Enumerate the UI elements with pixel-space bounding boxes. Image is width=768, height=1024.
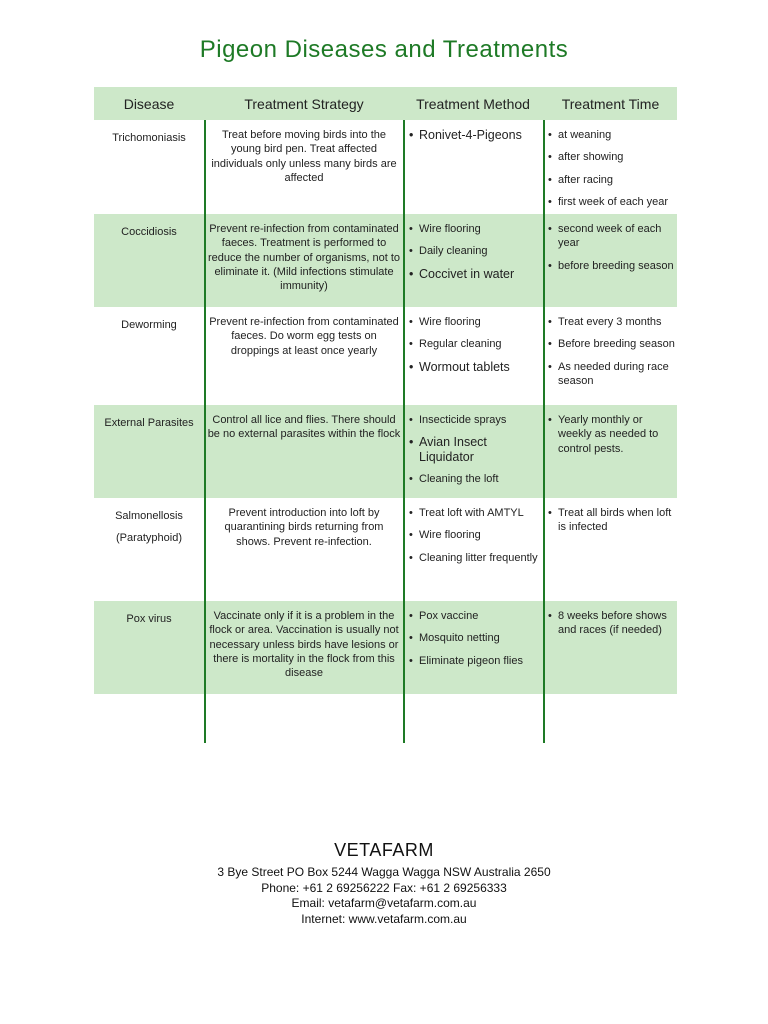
- disease-name: [94, 131, 204, 145]
- method-item: • Treat loft with AMTYL: [407, 506, 539, 520]
- column-divider: [543, 120, 545, 743]
- treatment-times: [546, 315, 677, 396]
- time-item: • As needed during race season: [546, 360, 677, 389]
- table-row: [94, 120, 677, 214]
- treatment-methods: [407, 315, 539, 382]
- disease-name: [94, 225, 204, 239]
- table-row: [94, 405, 677, 498]
- treatment-strategy: Prevent re-infection from contaminated faeces. Do worm egg tests on droppings at least once yearly: [209, 316, 399, 357]
- treatment-methods: [407, 128, 539, 150]
- page-title: Pigeon Diseases and Treatments: [199, 36, 569, 63]
- treatment-methods: [407, 506, 539, 573]
- disease-label: Trichomoniasis: [112, 132, 186, 144]
- method-item: • Cleaning litter frequently: [407, 551, 539, 565]
- method-item: • Coccivet in water: [407, 267, 539, 281]
- disease-label: Deworming: [121, 319, 177, 331]
- treatment-strategy: Treat before moving birds into the young bird pen. Treat affected individuals only unless many birds are affected: [211, 129, 397, 184]
- time-item: • after showing: [546, 150, 677, 164]
- disease-label: Salmonellosis: [115, 510, 183, 522]
- table-row: [94, 498, 677, 601]
- method-item: • Pox vaccine: [407, 609, 539, 623]
- treatment-methods: [407, 609, 539, 676]
- treatment-times: [546, 128, 677, 217]
- table-header: [94, 87, 677, 120]
- footer-address: 3 Bye Street PO Box 5244 Wagga Wagga NSW Australia 2650: [217, 865, 551, 879]
- treatment-methods: [407, 222, 539, 289]
- time-item: • after racing: [546, 173, 677, 187]
- method-item: • Mosquito netting: [407, 631, 539, 645]
- method-item: • Wire flooring: [407, 315, 539, 329]
- treatment-times: [546, 222, 677, 281]
- table-row: [94, 307, 677, 405]
- method-item: • Regular cleaning: [407, 337, 539, 351]
- method-item: • Insecticide sprays: [407, 413, 539, 427]
- treatment-methods: [407, 413, 539, 494]
- disease-label: Pox virus: [126, 613, 172, 625]
- table-row: [94, 601, 677, 694]
- disease-name: [94, 612, 204, 626]
- footer: [0, 840, 768, 927]
- disease-name: [94, 509, 204, 546]
- treatment-times: [546, 413, 677, 464]
- footer-phone: Phone: +61 2 69256222 Fax: +61 2 69256333: [261, 880, 507, 895]
- time-item: • 8 weeks before shows and races (if needed): [546, 609, 677, 638]
- header-strategy: Treatment Strategy: [244, 96, 364, 112]
- treatment-strategy: Prevent introduction into loft by quarantining birds returning from shows. Prevent re-infection.: [224, 507, 384, 548]
- disease-label: External Parasites: [104, 417, 194, 429]
- time-item: • Treat every 3 months: [546, 315, 677, 329]
- column-divider: [204, 120, 206, 743]
- disease-subtitle: (Paratyphoid): [115, 532, 183, 545]
- treatment-strategy: Prevent re-infection from contaminated faeces. Treatment is performed to reduce the number of organisms, not to eliminate it. (Mild infections stimulate immunity): [208, 223, 400, 293]
- method-item: • Eliminate pigeon flies: [407, 654, 539, 668]
- time-item: • Yearly monthly or weekly as needed to control pests.: [546, 413, 677, 456]
- method-item: • Daily cleaning: [407, 244, 539, 258]
- treatment-table: [94, 87, 677, 743]
- table-row: [94, 214, 677, 307]
- method-item: • Wire flooring: [407, 528, 539, 542]
- treatment-strategy: Control all lice and flies. There should be no external parasites within the flock: [207, 414, 401, 441]
- footer-internet[interactable]: Internet: www.vetafarm.com.au: [301, 911, 467, 926]
- method-item: • Wire flooring: [407, 222, 539, 236]
- disease-label: Coccidiosis: [121, 226, 177, 238]
- method-item: • Ronivet-4-Pigeons: [407, 128, 539, 142]
- method-item: • Cleaning the loft: [407, 472, 539, 486]
- header-method: Treatment Method: [416, 96, 530, 112]
- brand-name: VETAFARM: [334, 840, 434, 860]
- treatment-strategy: Vaccinate only if it is a problem in the flock or area. Vaccination is usually not necessary unless birds have lesions or there is mortality in the flock from this disease: [209, 610, 399, 680]
- time-item: • at weaning: [546, 128, 677, 142]
- treatment-times: [546, 506, 677, 543]
- disease-name: [94, 416, 204, 430]
- time-item: • first week of each year: [546, 195, 677, 209]
- time-item: • second week of each year: [546, 222, 677, 251]
- header-time: Treatment Time: [561, 96, 660, 112]
- column-divider: [403, 120, 405, 743]
- footer-email[interactable]: Email: vetafarm@vetafarm.com.au: [291, 896, 477, 910]
- time-item: • before breeding season: [546, 259, 677, 273]
- header-disease: Disease: [123, 96, 175, 112]
- disease-name: [94, 318, 204, 332]
- method-item: • Wormout tablets: [407, 360, 539, 374]
- time-item: • Before breeding season: [546, 337, 677, 351]
- method-item: • Avian Insect Liquidator: [407, 435, 539, 464]
- time-item: • Treat all birds when loft is infected: [546, 506, 677, 535]
- treatment-times: [546, 609, 677, 646]
